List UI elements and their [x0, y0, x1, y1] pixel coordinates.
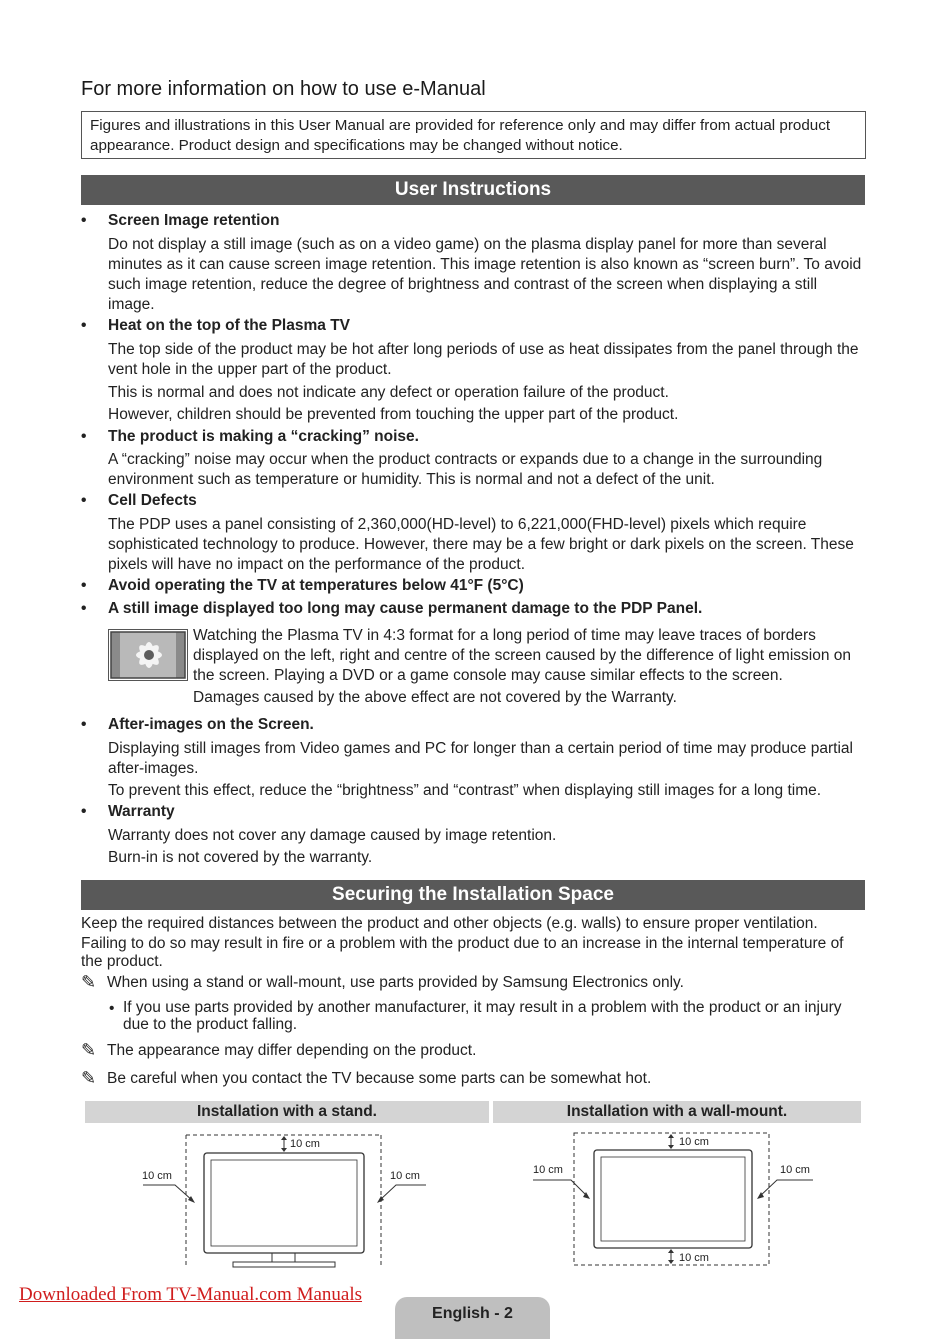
paragraph: This is normal and does not indicate any defect or operation failure of the product.	[108, 384, 669, 401]
distance-label-right: 10 cm	[780, 1164, 810, 1176]
note-text: When using a stand or wall-mount, use parts provided by Samsung Electronics only.	[107, 974, 684, 991]
paragraph: A “cracking” noise may occur when the product contracts or expands due to a change in the surrounding environment such as temperature or humidity. This is normal and not a defect of the unit.	[108, 451, 823, 488]
bullet-dot: •	[81, 577, 87, 594]
note-2	[81, 1040, 477, 1061]
bullet-dot: •	[81, 716, 87, 733]
note-text: The appearance may differ depending on the product.	[107, 1042, 477, 1059]
bullet-title: Warranty	[108, 803, 175, 820]
bullet-title: Heat on the top of the Plasma TV	[108, 317, 350, 334]
distance-label-left: 10 cm	[142, 1170, 172, 1182]
paragraph: Displaying still images from Video games and PC for longer than a certain period of time may produce partial after-images.	[108, 740, 853, 777]
pencil-note-icon: ✎	[81, 972, 97, 992]
bullet-dot: •	[81, 492, 87, 509]
wall-installation-diagram	[493, 1125, 861, 1275]
distance-label-right: 10 cm	[390, 1170, 420, 1182]
section-heading-installation: Securing the Installation Space	[81, 880, 865, 910]
distance-label-bottom: 10 cm	[679, 1252, 709, 1264]
tv-flower-image	[108, 629, 188, 681]
note-3	[81, 1068, 652, 1089]
paragraph: Watching the Plasma TV in 4:3 format for a long period of time may leave traces of borders displayed on the left, right and centre of the screen caused by the difference of light emission on the screen. Playing a DVD or a game console may cause similar effects to the screen.	[193, 627, 852, 684]
distance-label-left: 10 cm	[533, 1164, 563, 1176]
paragraph: The top side of the product may be hot after long periods of use as heat dissipates from the panel through the vent hole in the upper part of the product.	[108, 341, 859, 378]
bullet-title: Screen Image retention	[108, 212, 280, 229]
pencil-note-icon: ✎	[81, 1068, 97, 1088]
section-heading-user-instructions: User Instructions	[81, 175, 865, 205]
pencil-note-icon: ✎	[81, 1040, 97, 1060]
bullet-dot: •	[81, 428, 87, 445]
download-source-link[interactable]: Downloaded From TV-Manual.com Manuals	[19, 1284, 363, 1305]
installation-intro-1: Keep the required distances between the product and other objects (e.g. walls) to ensure proper ventilation.	[81, 915, 818, 932]
bullet-title: After-images on the Screen.	[108, 716, 314, 733]
paragraph: The PDP uses a panel consisting of 2,360,000(HD-level) to 6,221,000(FHD-level) pixels which require sophisticated technology to produce. However, there may be a few bright or dark pixels on the screen. These pixels will have no impact on the performance of the product.	[108, 516, 854, 573]
bullet-dot: •	[81, 600, 87, 617]
bullet-dot: •	[81, 803, 87, 820]
bullet-title: The product is making a “cracking” noise.	[108, 428, 419, 445]
installation-intro-2: Failing to do so may result in fire or a problem with the product due to an increase in the internal temperature of the product.	[81, 935, 844, 970]
paragraph: To prevent this effect, reduce the “brightness” and “contrast” when displaying still images for a long time.	[108, 782, 822, 799]
page-title: For more information on how to use e-Manual	[81, 78, 486, 100]
page-number-tab: English - 2	[395, 1297, 550, 1339]
sub-bullet-dot: •	[109, 1000, 115, 1017]
distance-label-top: 10 cm	[679, 1136, 709, 1148]
paragraph: However, children should be prevented from touching the upper part of the product.	[108, 406, 679, 423]
bullet-dot: •	[81, 317, 87, 334]
stand-installation-header: Installation with a stand.	[85, 1101, 489, 1123]
bullet-title: Avoid operating the TV at temperatures below 41°F (5°C)	[108, 577, 524, 594]
wall-installation-header: Installation with a wall-mount.	[493, 1101, 861, 1123]
distance-label-top: 10 cm	[290, 1138, 320, 1150]
note-text: Be careful when you contact the TV because some parts can be somewhat hot.	[107, 1070, 652, 1087]
paragraph: Do not display a still image (such as on a video game) on the plasma display panel for more than several minutes as it can cause screen image retention. This image retention is also known as “screen burn”. To avoid such image retention, reduce the degree of brightness and contrast of the screen when displaying a still image.	[108, 236, 862, 313]
paragraph: Damages caused by the above effect are not covered by the Warranty.	[193, 689, 677, 706]
bullet-dot: •	[81, 212, 87, 229]
note-1	[81, 972, 684, 993]
bullet-title: Cell Defects	[108, 492, 197, 509]
paragraph: Burn-in is not covered by the warranty.	[108, 849, 373, 866]
stand-installation-diagram	[85, 1125, 489, 1275]
sub-bullet-text: If you use parts provided by another manufacturer, it may result in a problem with the product or an injury due to the product falling.	[123, 999, 842, 1033]
paragraph: Warranty does not cover any damage caused by image retention.	[108, 827, 557, 844]
notice-box: Figures and illustrations in this User Manual are provided for reference only and may differ from actual product appearance. Product design and specifications may be changed without notice.	[81, 111, 866, 159]
bullet-title: A still image displayed too long may cause permanent damage to the PDP Panel.	[108, 600, 703, 617]
